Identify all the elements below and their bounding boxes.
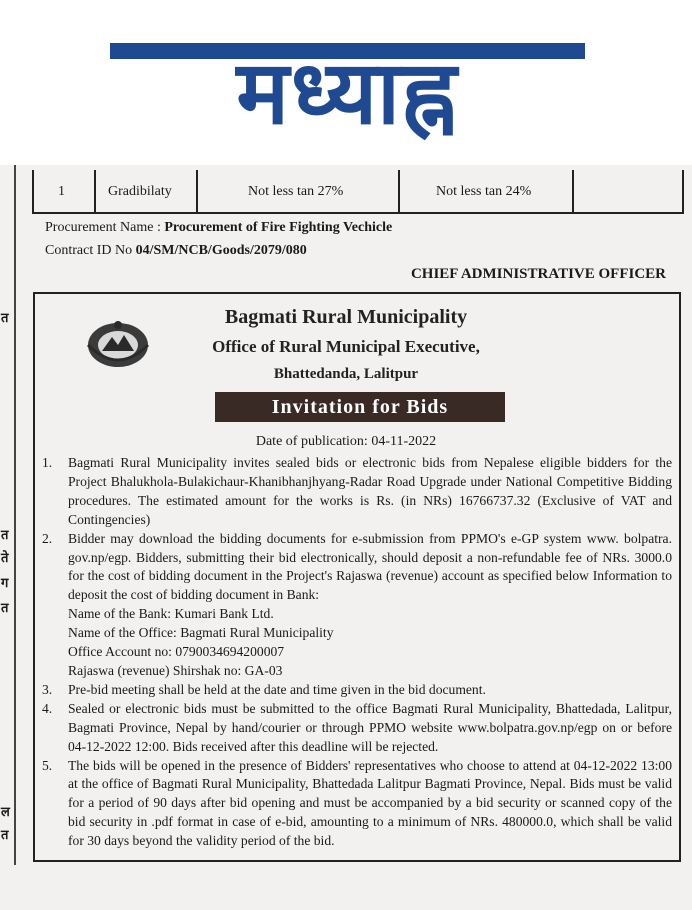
left-column-char: त [1, 311, 9, 326]
office-location: Bhattedanda, Lalitpur [273, 366, 419, 382]
bank-name: Name of the Bank: Kumari Bank Ltd. [68, 606, 274, 622]
left-column-char: ग [1, 576, 9, 591]
list-item: 2. Bidder may download the bidding documents for e-submission from PPMO's e-GP system www. bolpatra. gov.np/egp. Bidders, submitting their bid electronically, should deposit a non-refundable fee of NRs. 3000.0 for the cost of bidding document in the Project's Rajaswa (revenue) account as specified below Information to deposit the cost of bidding document in Bank: Name of the Bank: Kumari Bank Ltd. Name of the Office: Bagmati Rural Municipality Office Account no: 0790034694200007 Rajaswa (revenue) Shirshak no: GA-03 [42, 530, 672, 681]
list-item: 1. Bagmati Rural Municipality invites sealed bids or electronic bids from Nepalese eligible bidders for the Project Bhalukhola-Bulakichaur-Khanibhanjhyang-Radar Road Upgrade under National Competitive Bidding procedures. The estimated amount for the works is Rs. (in NRs) 16766737.32 (Exclusive of VAT and Contingencies) [42, 455, 672, 527]
masthead [0, 0, 692, 165]
list-item: 5. The bids will be opened in the presence of Bidders' representatives who choose to attend at 04-12-2022 13:00 at the office of Bagmati Rural Municipality, Bhattedada Lalitpur Bagmati Province, Nepal. Bids must be valid for a period of 90 days after bid opening and must be accompanied by a bid security or scanned copy of the bid security in .pdf format in case of e-bid, amounting to a minimum of NRs. 480000.0, which shall be valid for 30 days beyond the validity period of the bid. [42, 757, 672, 849]
office-name-line: Name of the Office: Bagmati Rural Municipality [68, 625, 334, 641]
list-item: 3. Pre-bid meeting shall be held at the date and time given in the bid document. [42, 681, 486, 697]
left-column-edge [0, 165, 16, 865]
left-column-char: ते [1, 551, 9, 566]
contract-id: Contract ID No 04/SM/NCB/Goods/2079/080 [45, 243, 307, 258]
account-number: Office Account no: 0790034694200007 [68, 644, 285, 660]
table-row [32, 178, 682, 206]
signatory: CHIEF ADMINISTRATIVE OFFICER [410, 266, 666, 282]
left-column-char: त [1, 528, 9, 543]
table-cell-req1: Not less tan 27% [248, 184, 344, 199]
org-name: Bagmati Rural Municipality [224, 306, 468, 328]
left-column-char: त [1, 601, 9, 616]
publication-date: Date of publication: 04-11-2022 [255, 434, 437, 449]
list-item: 4. Sealed or electronic bids must be submitted to the office Bagmati Rural Municipality, Bhattedada, Lalitpur, Bagmati Province, Nepal by hand/courier or through PPMO website www.bolpatra.gov.np/egp on or before 04-12-2022 12:00. Bids received after this deadline will be rejected. [42, 700, 672, 754]
invitation-banner: Invitation for Bids [215, 392, 505, 422]
procurement-name: Procurement Name : Procurement of Fire Fighting Vechicle [45, 220, 393, 235]
table-cell-criteria: Gradibilaty [108, 184, 172, 199]
office-name: Office of Rural Municipal Executive, [212, 337, 480, 356]
table-cell-sn: 1 [58, 184, 65, 199]
left-column-char: ल [1, 805, 10, 820]
newspaper-title: मध्याह्न [236, 41, 459, 144]
table-cell-req2: Not less tan 24% [436, 184, 532, 199]
notice-items [42, 454, 672, 851]
revenue-code: Rajaswa (revenue) Shirshak no: GA-03 [68, 662, 283, 678]
left-column-char: त [1, 828, 9, 843]
